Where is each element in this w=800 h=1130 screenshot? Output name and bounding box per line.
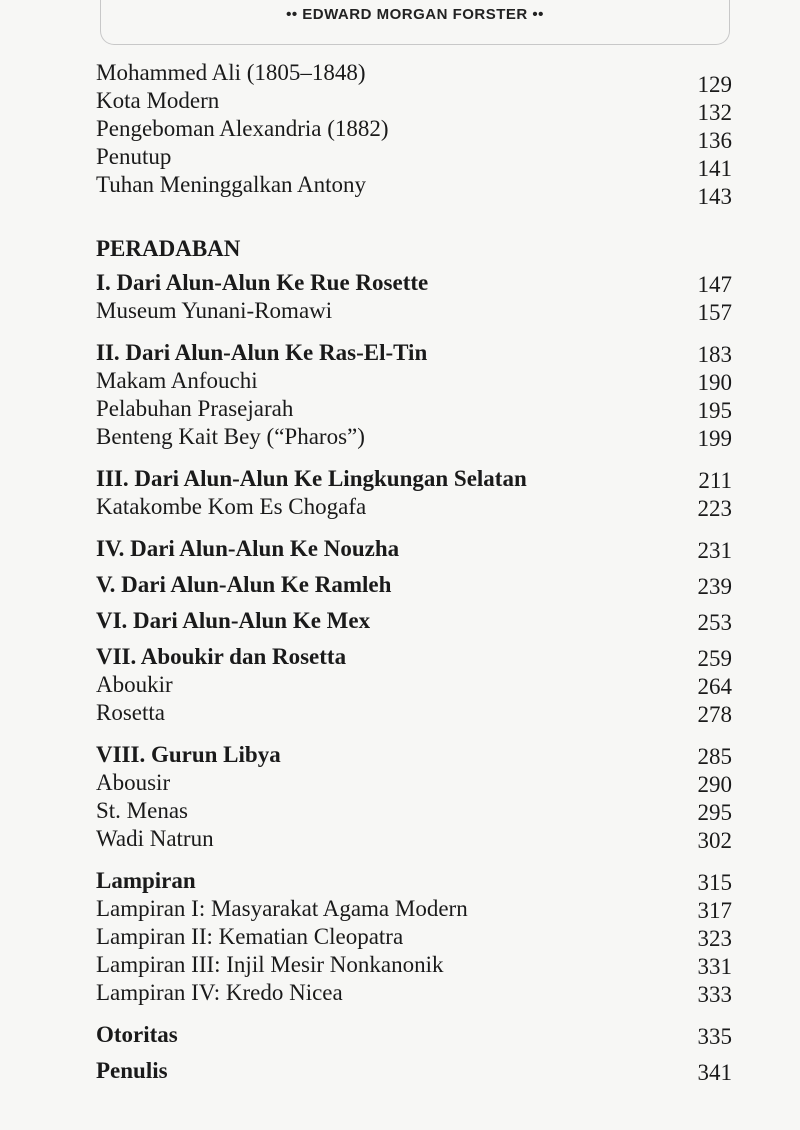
entry-page-number: 183 (697, 342, 732, 367)
entry-page-number: 259 (697, 646, 732, 671)
entry-title: Lampiran III: Injil Mesir Nonkanonik (96, 952, 444, 977)
entry-title: Museum Yunani-Romawi (96, 298, 333, 323)
chapter-block (96, 1058, 732, 1086)
entry-page-number: 143 (697, 184, 732, 209)
entry-title: Pelabuhan Prasejarah (96, 396, 294, 421)
entry-page-number: 302 (697, 828, 732, 853)
entry-page-number: 141 (697, 156, 732, 181)
subsection-entry (96, 672, 732, 700)
chapter-block (96, 742, 732, 854)
entry-page-number: 317 (697, 898, 732, 923)
entry-title: Lampiran I: Masyarakat Agama Modern (96, 896, 468, 921)
chapter-entry (96, 644, 732, 672)
entry-page-number: 136 (697, 128, 732, 153)
entry-title: IV. Dari Alun-Alun Ke Nouzha (96, 536, 400, 561)
entry-title: II. Dari Alun-Alun Ke Ras-El-Tin (96, 340, 428, 365)
entry-page-number: 157 (697, 300, 732, 325)
chapter-entry (96, 608, 732, 636)
entry-title: Tuhan Meninggalkan Antony (96, 172, 367, 197)
subsection-entry (96, 952, 732, 980)
subsection-entry (96, 798, 732, 826)
entry-page-number: 278 (697, 702, 732, 727)
entry-title: Rosetta (96, 700, 165, 725)
intro-entries (96, 60, 732, 209)
chapter-block (96, 1022, 732, 1050)
subsection-entry (96, 700, 732, 728)
subsection-entry (96, 494, 732, 522)
entry-page-number: 199 (697, 426, 732, 451)
entry-page-number: 190 (697, 370, 732, 395)
chapter-block (96, 340, 732, 452)
entry-page-number: 315 (697, 870, 732, 895)
entry-title: Aboukir (96, 672, 173, 697)
entry-title: Lampiran IV: Kredo Nicea (96, 980, 343, 1005)
entry-page-number: 195 (697, 398, 732, 423)
entry-title: Pengeboman Alexandria (1882) (96, 116, 389, 141)
entry-title: VIII. Gurun Libya (96, 742, 281, 767)
entry-page-number: 231 (697, 538, 732, 563)
chapter-block (96, 466, 732, 522)
entry-page-number: 290 (697, 772, 732, 797)
entry-page-number: 295 (697, 800, 732, 825)
chapter-block (96, 270, 732, 326)
entry-title: Katakombe Kom Es Chogafa (96, 494, 367, 519)
chapter-entry (96, 340, 732, 368)
subsection-entry (96, 424, 732, 452)
toc-entry (96, 88, 732, 125)
subsection-entry (96, 896, 732, 924)
entry-page-number: 331 (697, 954, 732, 979)
table-of-contents (96, 60, 732, 1094)
chapter-entry (96, 1058, 732, 1086)
entry-page-number: 323 (697, 926, 732, 951)
entry-title: Wadi Natrun (96, 826, 214, 851)
entry-title: Abousir (96, 770, 171, 795)
entry-page-number: 211 (698, 468, 732, 493)
entry-title: St. Menas (96, 798, 188, 823)
running-title: •• EDWARD MORGAN FORSTER •• (286, 6, 544, 23)
running-header (100, 0, 730, 45)
entry-title: Mohammed Ali (1805–1848) (96, 60, 366, 85)
entry-title: VII. Aboukir dan Rosetta (96, 644, 347, 669)
entry-page-number: 239 (697, 574, 732, 599)
chapter-entry (96, 270, 732, 298)
entry-page-number: 129 (697, 72, 732, 97)
subsection-entry (96, 770, 732, 798)
subsection-entry (96, 368, 732, 396)
entry-title: Benteng Kait Bey (“Pharos”) (96, 424, 365, 449)
chapter-list (96, 270, 732, 1086)
entry-title: Lampiran (96, 868, 196, 893)
section-title: PERADABAN (96, 236, 241, 261)
subsection-entry (96, 826, 732, 854)
entry-title: V. Dari Alun-Alun Ke Ramleh (96, 572, 392, 597)
chapter-block (96, 608, 732, 636)
toc-entry (96, 172, 732, 209)
entry-title: Penulis (96, 1058, 168, 1083)
entry-page-number: 335 (697, 1024, 732, 1049)
chapter-entry (96, 868, 732, 896)
entry-title: VI. Dari Alun-Alun Ke Mex (96, 608, 371, 633)
entry-title: Lampiran II: Kematian Cleopatra (96, 924, 404, 949)
entry-title: Makam Anfouchi (96, 368, 258, 393)
chapter-block (96, 572, 732, 600)
toc-entry (96, 116, 732, 153)
chapter-entry (96, 572, 732, 600)
toc-entry (96, 60, 732, 97)
entry-page-number: 285 (697, 744, 732, 769)
chapter-entry (96, 536, 732, 564)
entry-page-number: 341 (697, 1060, 732, 1085)
chapter-block (96, 868, 732, 1008)
entry-page-number: 264 (697, 674, 732, 699)
entry-page-number: 132 (697, 100, 732, 125)
subsection-entry (96, 924, 732, 952)
chapter-entry (96, 466, 732, 494)
entry-title: I. Dari Alun-Alun Ke Rue Rosette (96, 270, 429, 295)
toc-entry (96, 144, 732, 181)
entry-title: III. Dari Alun-Alun Ke Lingkungan Selatan (96, 466, 527, 491)
chapter-block (96, 644, 732, 728)
entry-title: Penutup (96, 144, 172, 169)
entry-page-number: 333 (697, 982, 732, 1007)
entry-title: Kota Modern (96, 88, 220, 113)
entry-page-number: 223 (697, 496, 732, 521)
chapter-entry (96, 1022, 732, 1050)
chapter-block (96, 536, 732, 564)
subsection-entry (96, 980, 732, 1008)
entry-page-number: 253 (697, 610, 732, 635)
subsection-entry (96, 396, 732, 424)
entry-page-number: 147 (697, 272, 732, 297)
subsection-entry (96, 298, 732, 326)
entry-title: Otoritas (96, 1022, 178, 1047)
chapter-entry (96, 742, 732, 770)
